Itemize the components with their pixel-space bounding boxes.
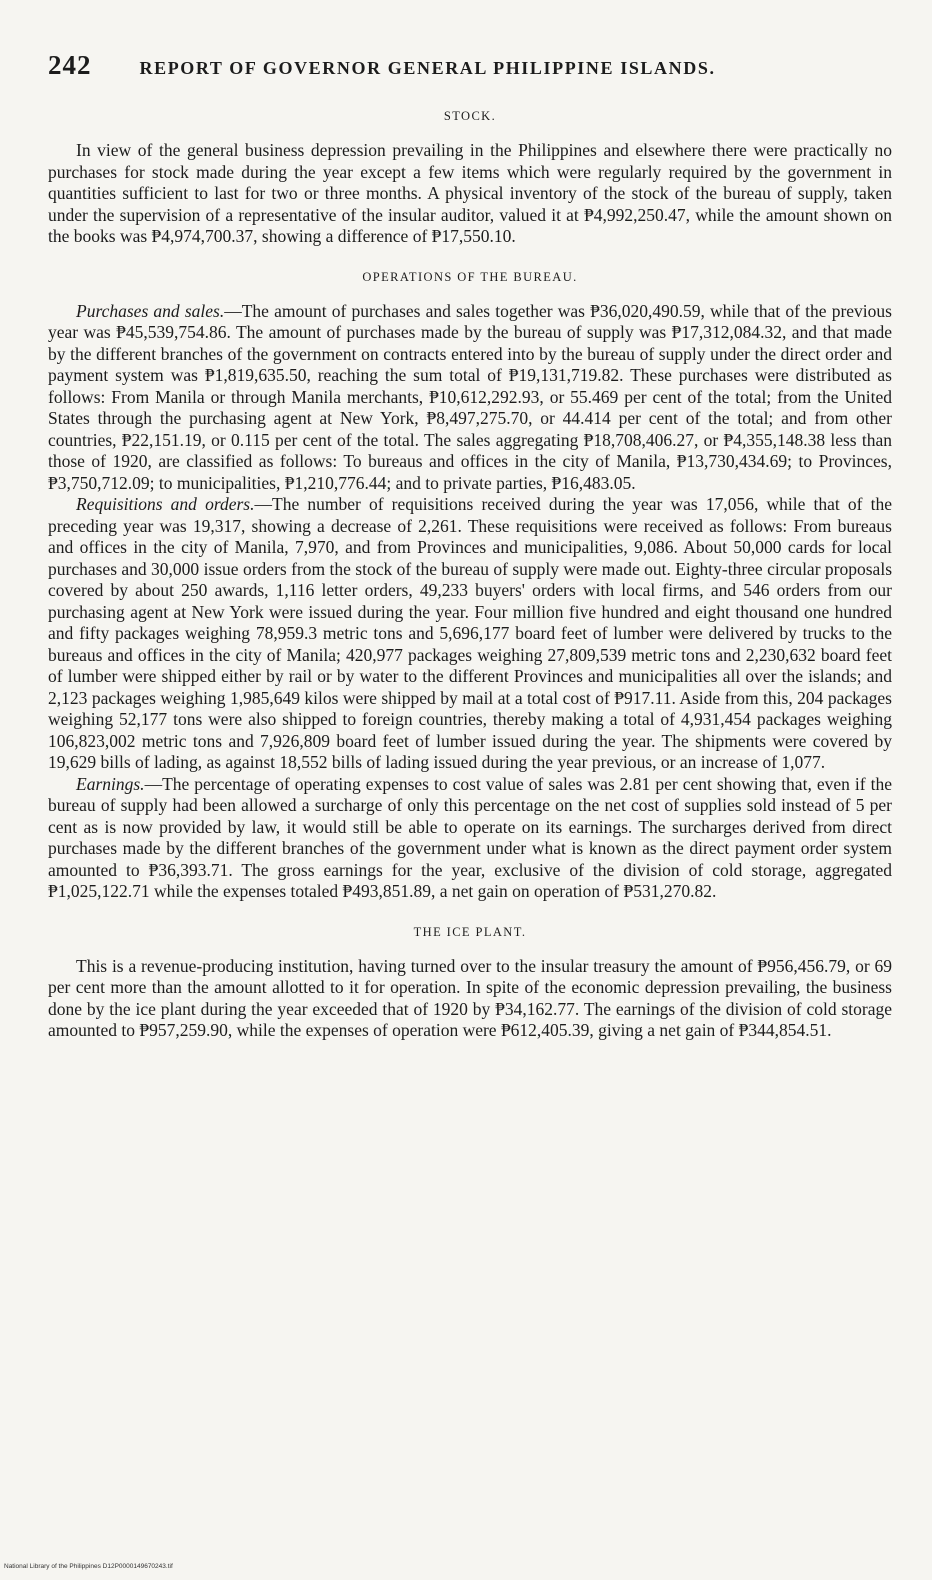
heading-operations: OPERATIONS OF THE BUREAU. (362, 269, 578, 284)
runin-purchases: Purchases and sales. (76, 300, 225, 321)
text-purchases: —The amount of purchases and sales together was ₱36,020,490.59, while that of the previous year was ₱45,539,754.86. The amount of purchases made by the bureau of supply was ₱17,312,084.32, and that made by the different branches of the government on contracts entered into by the bureau of supply under the direct order and payment system was ₱1,819,635.50, reaching the sum total of ₱19,131,719.82. These purchases were distributed as follows: From Manila or through Manila merchants, ₱10,612,292.93, or 55.469 per cent of the total; from the United States through the purchasing agent at New York, ₱8,497,275.70, or 44.414 per cent of the total; and from other countries, ₱22,151.19, or 0.115 per cent of the total. The sales aggregating ₱18,708,406.27, or ₱4,355,148.38 less than those of 1920, are classified as follows: To bureaus and offices in the city of Manila, ₱13,730,434.69; to Provinces, ₱3,750,712.09; to municipalities, ₱1,210,776.44; and to private parties, ₱16,483.05. (48, 300, 892, 493)
paragraph-earnings (48, 774, 892, 903)
page-number: 242 (48, 50, 92, 80)
document-page (48, 50, 892, 1042)
heading-stock: STOCK. (443, 109, 497, 123)
paragraph-requisitions (48, 494, 892, 774)
scan-footer: National Library of the Philippines D12P0000149670243.tif (4, 1563, 173, 1570)
paragraph-purchases (48, 301, 892, 495)
paragraph-ice-plant: This is a revenue-producing institution, having turned over to the insular treasury the amount of ₱956,456.79, or 69 per cent more than the amount allotted to it for operation. In spite of the economic depression prevailing, the business done by the ice plant during the year exceeded that of 1920 by ₱34,162.77. The earnings of the division of cold storage amounted to ₱957,259.90, while the expenses of operation were ₱612,405.39, giving a net gain of ₱344,854.51. (48, 955, 892, 1040)
report-title: REPORT OF GOVERNOR GENERAL PHILIPPINE ISLANDS. (139, 58, 716, 78)
paragraph-stock: In view of the general business depression prevailing in the Philippines and elsewhere there were practically no purchases for stock made during the year except a few items which were regularly required by the government in quantities sufficient to last for two or three months. A physical inventory of the stock of the bureau of supply, taken under the supervision of a representative of the insular auditor, valued it at ₱4,992,250.47, while the amount shown on the books was ₱4,974,700.37, showing a difference of ₱17,550.10. (48, 140, 892, 246)
runin-earnings: Earnings. (76, 773, 145, 794)
runin-requisitions: Requisitions and orders. (76, 494, 255, 514)
heading-ice-plant: THE ICE PLANT. (413, 924, 527, 939)
running-head (48, 50, 892, 81)
text-requisitions: —The number of requisitions received during the year was 17,056, while that of the preceding year was 19,317, showing a decrease of 2,261. These requisitions were received as follows: From bureaus and offices in the city of Manila, 7,970, and from Provinces and municipalities, 9,086. About 50,000 cards for local purchases and 30,000 issue orders from the stock of the bureau of supply were made out. Eighty-three circular proposals covered by about 250 awards, 1,116 letter orders, 49,233 buyers' orders with local firms, and 546 orders from our purchasing agent at New York were issued during the year. Four million five hundred and eight thousand one hundred and fifty packages weighing 78,959.3 metric tons and 5,696,177 board feet of lumber were delivered by trucks to the bureaus and offices in the city of Manila; 420,977 packages weighing 27,809,539 metric tons and 2,230,632 board feet of lumber were shipped either by rail or by water to the different Provinces and municipalities all over the islands; and 2,123 packages weighing 1,985,649 kilos were shipped by mail at a total cost of ₱917.11. Aside from this, 204 packages weighing 52,177 tons were also shipped to foreign countries, thereby making a total of 4,931,454 packages weighing 106,823,002 metric tons and 7,926,809 board feet of lumber issued during the year. The shipments were covered by 19,629 bills of lading, as against 18,552 bills of lading issued during the year previous, or an increase of 1,077. (48, 494, 893, 772)
text-earnings: —The percentage of operating expenses to cost value of sales was 2.81 per cent showing that, even if the bureau of supply had been allowed a surcharge of only this percentage on the net cost of supplies sold instead of 5 per cent as is now provided by law, it would still be able to operate on its earnings. The surcharges derived from direct purchases made by the different branches of the government under what is known as the direct payment order system amounted to ₱36,393.71. The gross earnings for the year, exclusive of the division of cold storage, aggregated ₱1,025,122.71 while the expenses totaled ₱493,851.89, a net gain on operation of ₱531,270.82. (48, 773, 892, 901)
